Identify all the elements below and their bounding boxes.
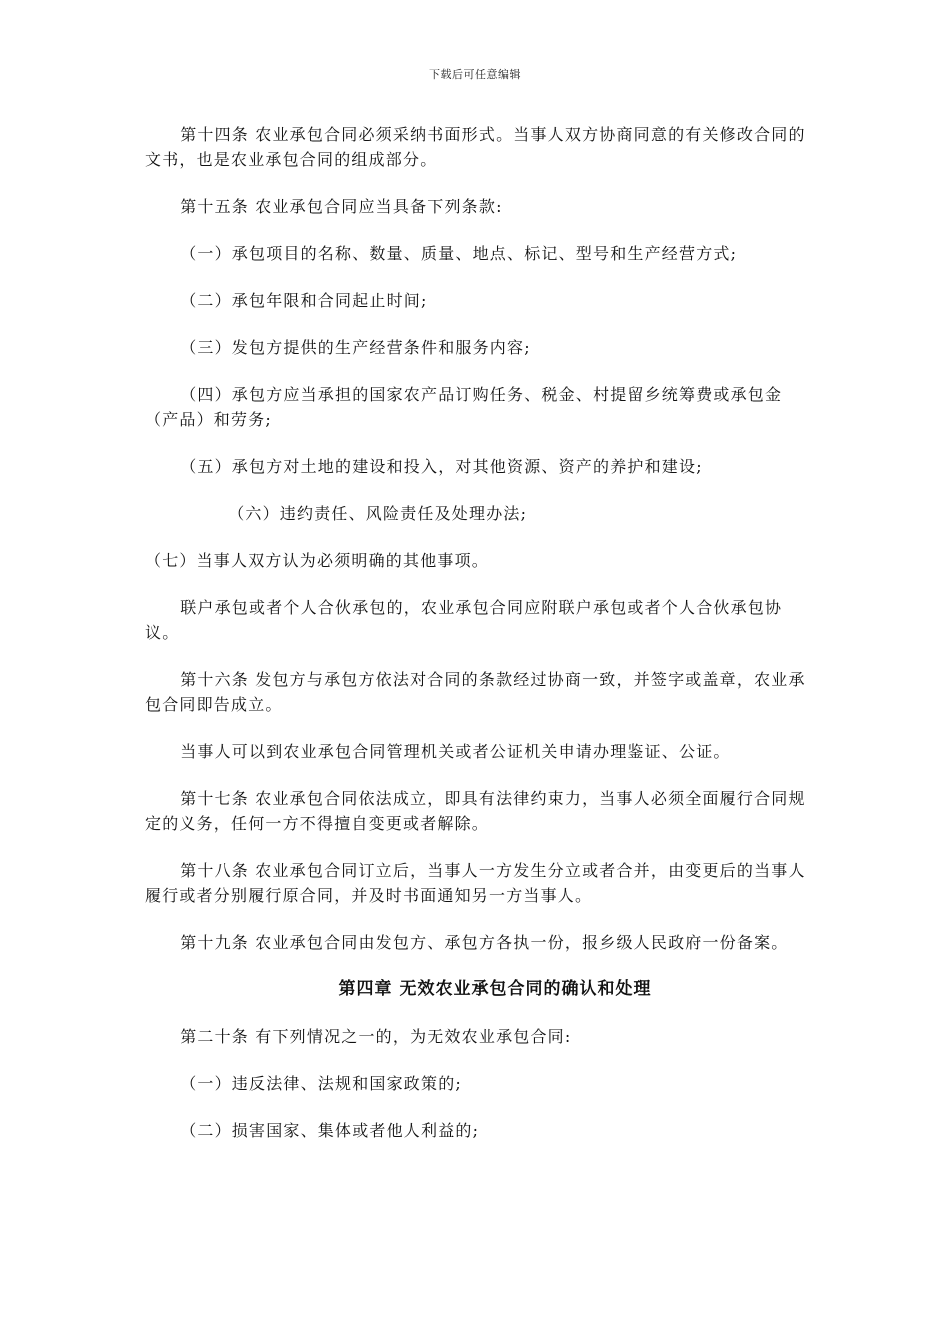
article-15-item-5: （五）承包方对土地的建设和投入，对其他资源、资产的养护和建设;: [180, 457, 703, 476]
article-18: 第十八条 农业承包合同订立后，当事人一方发生分立或者合并，由变更后的当事人履行或者分别履行原合同，并及时书面通知另一方当事人。: [145, 861, 806, 905]
article-15-item-6: （六）违约责任、风险责任及处理办法;: [228, 504, 528, 523]
document-body: [145, 122, 815, 1165]
article-16-note: 当事人可以到农业承包合同管理机关或者公证机关申请办理鉴证、公证。: [180, 742, 731, 761]
article-15-item-1: （一）承包项目的名称、数量、质量、地点、标记、型号和生产经营方式;: [180, 244, 738, 263]
article-20-item-2: （二）损害国家、集体或者他人利益的;: [180, 1121, 480, 1140]
article-15-item-2: （二）承包年限和合同起止时间;: [180, 291, 428, 310]
article-15: 第十五条 农业承包合同应当具备下列条款:: [180, 197, 503, 216]
article-15-item-3: （三）发包方提供的生产经营条件和服务内容;: [180, 338, 531, 357]
article-14: 第十四条 农业承包合同必须采纳书面形式。当事人双方协商同意的有关修改合同的文书，也是农业承包合同的组成部分。: [145, 125, 806, 169]
article-15-item-4: （四）承包方应当承担的国家农产品订购任务、税金、村提留乡统筹费或承包金（产品）和劳务;: [145, 385, 783, 429]
page-header: 下载后可任意编辑: [429, 68, 521, 81]
article-15-note: 联户承包或者个人合伙承包的，农业承包合同应附联户承包或者个人合伙承包协议。: [145, 598, 783, 642]
article-20: 第二十条 有下列情况之一的，为无效农业承包合同:: [180, 1027, 572, 1046]
article-15-item-7: （七）当事人双方认为必须明确的其他事项。: [145, 551, 490, 570]
article-17: 第十七条 农业承包合同依法成立，即具有法律约束力，当事人必须全面履行合同规定的义务，任何一方不得擅自变更或者解除。: [145, 789, 806, 833]
article-20-item-1: （一）违反法律、法规和国家政策的;: [180, 1074, 462, 1093]
chapter-4-heading: 第四章 无效农业承包合同的确认和处理: [338, 979, 652, 999]
article-16: 第十六条 发包方与承包方依法对合同的条款经过协商一致，并签字或盖章，农业承包合同即告成立。: [145, 670, 806, 714]
article-19: 第十九条 农业承包合同由发包方、承包方各执一份，报乡级人民政府一份备案。: [180, 933, 789, 952]
